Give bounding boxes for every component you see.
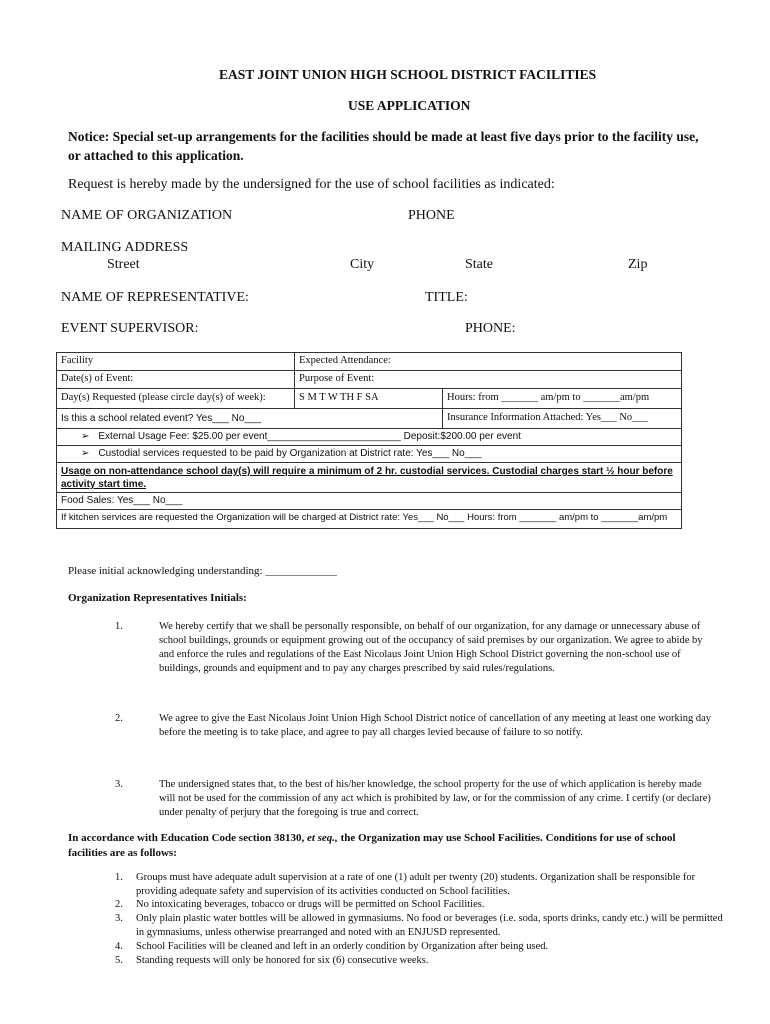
custodial-row[interactable]: [77, 446, 681, 462]
hours-cell[interactable]: Hours: from _______ am/pm to _______am/pm: [442, 389, 681, 408]
request-statement: Request is hereby made by the undersigned for the use of school facilities as indicated:: [68, 177, 555, 192]
table-row: [57, 389, 681, 409]
agreement-text: The undersigned states that, to the best of his/her knowledge, the school property for the use of which application is hereby made will not be used for the commission of any act which is prohibited by law, or for the commission of any crime. I certify (or declare) under penalty of perjury that the foregoing is true and correct.: [159, 779, 711, 818]
condition-text: No intoxicating beverages, tobacco or drugs will be permitted on School Facilities.: [136, 899, 485, 910]
kitchen-services-text: If kitchen services are requested the Organization will be charged at District rate: Yes___ No___ Hours: from _______ am/pm to _______am/pm: [61, 512, 668, 523]
conditions-heading-line-2: facilities are as follows:: [68, 847, 177, 859]
table-row: [57, 353, 681, 371]
insurance-cell[interactable]: Insurance Information Attached: Yes___ No___: [442, 409, 681, 428]
table-row: [57, 429, 681, 446]
agreement-text: We hereby certify that we shall be personally responsible, on behalf of our organization, for any damage or unnecessary abuse of school buildings, grounds or equipment growing out of the occupancy of said premises by our organization. We agree to abide by and enforce the rules and regulations of the East Nicolaus Joint Union High School District governing the non-school use of buildings, grounds and equipment and to pay any charges prescribed by said rules/regulations.: [159, 621, 703, 674]
event-dates-cell[interactable]: Date(s) of Event:: [61, 373, 134, 384]
supervisor-phone-label: PHONE:: [465, 321, 516, 336]
table-row: [57, 463, 681, 493]
food-sales-cell[interactable]: Food Sales: Yes___ No___: [61, 495, 183, 506]
initial-acknowledgement[interactable]: Please initial acknowledging understanding: _____________: [68, 565, 337, 577]
condition-number: 2.: [115, 899, 123, 910]
conditions-heading-em: et seq.,: [306, 832, 338, 844]
representative-label: NAME OF REPRESENTATIVE:: [61, 290, 249, 305]
days-requested-cell: Day(s) Requested (please circle day(s) of week):: [61, 392, 266, 403]
page-subtitle: USE APPLICATION: [348, 98, 471, 113]
event-purpose-cell[interactable]: Purpose of Event:: [294, 371, 681, 388]
kitchen-services-cell[interactable]: [57, 510, 681, 528]
non-attendance-line-2: activity start time.: [61, 479, 147, 490]
condition-text: Groups must have adequate adult supervision at a rate of one (1) adult per twenty (20) students. Organization shall be responsible for providing adequate safety and supervision of its activities conducted on School facilities.: [136, 872, 696, 897]
table-row: [57, 493, 681, 510]
non-attendance-notice: [57, 463, 681, 492]
usage-fee-row[interactable]: [77, 429, 681, 445]
condition-text: School Facilities will be cleaned and left in an orderly condition by Organization after being used.: [136, 941, 549, 952]
mailing-address-label: MAILING ADDRESS: [61, 240, 189, 255]
condition-number: 3.: [115, 913, 123, 924]
table-row: [57, 446, 681, 463]
conditions-heading-post: the Organization may use School Facilities. Conditions for use of school: [337, 832, 676, 844]
agreement-number: 1.: [115, 621, 123, 632]
arrow-bullet-icon: ➢: [81, 448, 90, 459]
school-related-cell[interactable]: Is this a school related event? Yes___ No___: [61, 413, 262, 424]
notice-line-1: Notice: Special set-up arrangements for the facilities should be made at least five days prior to the facility use,: [68, 129, 699, 144]
state-label: State: [465, 257, 493, 272]
conditions-heading: [68, 832, 676, 844]
arrow-bullet-icon: ➢: [81, 431, 90, 442]
condition-number: 5.: [115, 955, 123, 966]
usage-fee-text: External Usage Fee: $25.00 per event________________________ Deposit:$200.00 per event: [98, 431, 521, 442]
custodial-text: Custodial services requested to be paid by Organization at District rate: Yes___ No___: [98, 448, 482, 459]
zip-label: Zip: [628, 257, 648, 272]
facility-cell[interactable]: Facility: [61, 355, 94, 366]
title-label: TITLE:: [425, 290, 468, 305]
street-label: Street: [107, 257, 140, 272]
agreement-number: 3.: [115, 779, 123, 790]
table-row: [57, 409, 681, 429]
conditions-heading-pre: In accordance with Education Code section 38130,: [68, 832, 307, 844]
org-name-label: NAME OF ORGANIZATION: [61, 208, 233, 223]
condition-number: 1.: [115, 872, 123, 883]
condition-number: 4.: [115, 941, 123, 952]
facility-request-table: [56, 352, 682, 529]
condition-text: Standing requests will only be honored for six (6) consecutive weeks.: [136, 955, 429, 966]
phone-label: PHONE: [408, 208, 455, 223]
table-row: [57, 510, 681, 528]
event-supervisor-label: EVENT SUPERVISOR:: [61, 321, 199, 336]
org-initials-heading: Organization Representatives Initials:: [68, 592, 247, 604]
page-title: EAST JOINT UNION HIGH SCHOOL DISTRICT FACILITIES: [219, 67, 597, 82]
condition-text: Only plain plastic water bottles will be allowed in gymnasiums. No food or beverages (i.e. soda, sports drinks, candy etc.) will be permitted in gymnasiums, unless otherwise prearranged and noted with an ENJUSD represented.: [136, 913, 723, 938]
city-label: City: [350, 257, 375, 272]
days-of-week-selector[interactable]: S M T W TH F SA: [294, 389, 442, 408]
non-attendance-line-1: Usage on non-attendance school day(s) will require a minimum of 2 hr. custodial services. Custodial charges start ½ hour before: [61, 466, 673, 477]
table-row: [57, 371, 681, 389]
notice-line-2: or attached to this application.: [68, 148, 244, 163]
agreement-text: We agree to give the East Nicolaus Joint Union High School District notice of cancellation of any meeting at least one working day before the meeting is to take place, and agree to pay all charges levied because of failure to so notify.: [159, 713, 712, 738]
expected-attendance-cell[interactable]: Expected Attendance:: [294, 353, 681, 370]
agreement-number: 2.: [115, 713, 123, 724]
